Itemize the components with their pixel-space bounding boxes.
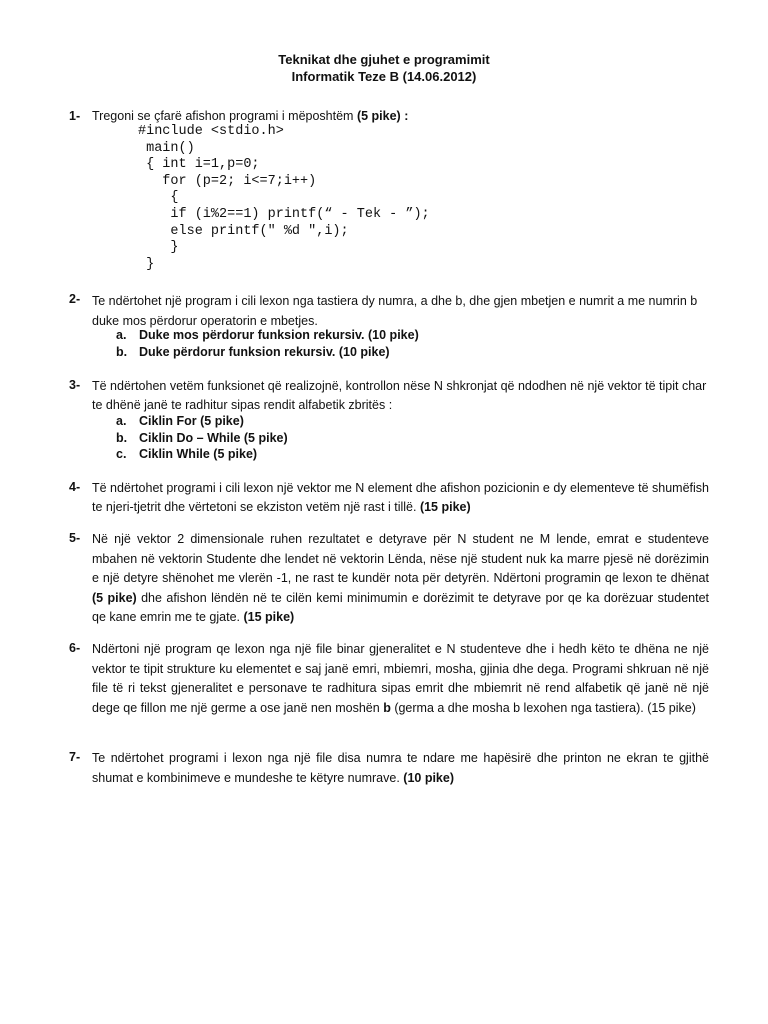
question-2 (69, 291, 709, 331)
question-4 (69, 479, 709, 517)
question-5-points-a: (5 pike) (92, 590, 137, 605)
list-item (116, 327, 419, 344)
item-letter: a. (116, 414, 127, 428)
item-letter: b. (116, 344, 128, 359)
question-2-text: Te ndërtohet një program i cili lexon nga tastiera dy numra, a dhe b, dhe gjen mbetjen e numrit a me numrin b duke mos përdorur operatorin e mbetjes. (92, 294, 698, 328)
code-line: } (138, 256, 155, 272)
code-block (138, 124, 430, 273)
question-number: 6- (69, 641, 81, 655)
question-number: 2- (69, 292, 81, 306)
question-6-text-a: Ndërtoni një program qe lexon nga një file binar gjeneralitet e N studenteve dhe i hedh këto te dhëna ne një vektor te tipit strukture ku elementet e saj janë emri, mbiemri, mosha, gjinia dhe dega. Programi shkruan në një file të ri tekst gjeneralitet e personave te radhitura sipas emrit dhe mbiemrit në rend alfabetik që janë në një dege qe fillon me një germe a ose janë nen moshën (92, 642, 709, 715)
question-3-items (116, 413, 288, 463)
question-number: 1- (69, 109, 81, 123)
question-number: 7- (69, 750, 81, 764)
code-line: } (138, 240, 179, 256)
question-7-points: (10 pike) (403, 770, 454, 785)
code-line: for (p=2; i<=7;i++) (138, 173, 317, 189)
question-6 (69, 640, 709, 718)
list-item (116, 430, 288, 447)
question-5-text-a: Në një vektor 2 dimensionale ruhen rezultatet e detyrave për N student ne M lende, emrat e studenteve mbahen në vektorin Studente dhe lendet në vektorin Lënda, nëse një student nuk ka marre pjesë në dorëzimin e një detyre shënohet me vlerën -1, ne rast te kundër nota për detyrën. Ndërtoni programin qe lexon te dhënat (92, 532, 709, 585)
item-text: Duke përdorur funksion rekursiv. (139, 344, 336, 359)
question-7-text: Te ndërtohet programi i lexon nga një file disa numra te ndare me hapësirë dhe printon ne ekran te gjithë shumat e kombinimeve e mundeshe te këtyre numrave. (92, 751, 709, 785)
question-text (92, 108, 709, 125)
item-points: (10 pike) (338, 344, 390, 359)
question-4-text: Të ndërtohet programi i cili lexon një vektor me N element dhe afishon pozicionin e dy elementeve të shumëfish te njeri-tjetrit dhe vërtetoni se ekziston vetëm një rast i tillë. (92, 481, 709, 514)
list-item (116, 446, 288, 463)
code-line: #include <stdio.h> (138, 124, 284, 139)
exam-title: Teknikat dhe gjuhet e programimit (278, 52, 490, 67)
question-text (92, 479, 709, 517)
question-text (92, 749, 709, 788)
item-letter: a. (116, 328, 127, 342)
item-letter: b. (116, 430, 128, 445)
list-item (116, 344, 419, 361)
question-5-text-b: dhe afishon lëndën në te cilën kemi minimumin e dorëzimit te detyrave por qe ka dorëzuar studentet qe kane emrin me te gjate. (92, 590, 709, 624)
item-points: (10 pike) (368, 328, 419, 342)
code-line: else printf(" %d ",i); (138, 223, 349, 239)
item-letter: c. (116, 447, 127, 462)
question-1-text: Tregoni se çfarë afishon programi i mëposhtëm (92, 109, 354, 123)
item-text: Ciklin Do – While (5 pike) (139, 430, 288, 445)
question-text (92, 530, 709, 628)
code-line: { (138, 190, 179, 206)
question-6-text-b: (germa a dhe mosha b lexohen nga tastiera). (15 pike) (394, 700, 696, 715)
question-number: 5- (69, 531, 81, 545)
question-1-points: (5 pike) : (356, 109, 409, 123)
question-5 (69, 530, 709, 628)
exam-subtitle: Informatik Teze B (14.06.2012) (291, 69, 477, 84)
code-line: if (i%2==1) printf(“ - Tek - ”); (138, 206, 430, 222)
question-text (92, 640, 709, 718)
item-text: Ciklin While (5 pike) (139, 447, 258, 462)
code-line: main() (138, 140, 195, 156)
question-2-items (116, 327, 419, 360)
question-6-bold-b: b (383, 700, 391, 715)
list-item (116, 413, 288, 430)
question-number: 3- (69, 378, 81, 392)
item-text: Ciklin For (5 pike) (139, 414, 244, 428)
code-line: { int i=1,p=0; (138, 157, 260, 173)
question-3 (69, 377, 709, 415)
question-5-points-b: (15 pike) (243, 610, 295, 624)
question-4-points: (15 pike) (419, 500, 471, 514)
question-1 (69, 108, 709, 125)
question-7 (69, 749, 709, 788)
question-3-text: Të ndërtohen vetëm funksionet që realizojnë, kontrollon nëse N shkronjat që ndodhen në një vektor të tipit char te dhënë janë te radhitur sipas rendit alfabetik zbritës : (92, 379, 707, 412)
item-text: Duke mos përdorur funksion rekursiv. (139, 328, 365, 342)
question-number: 4- (69, 480, 81, 494)
